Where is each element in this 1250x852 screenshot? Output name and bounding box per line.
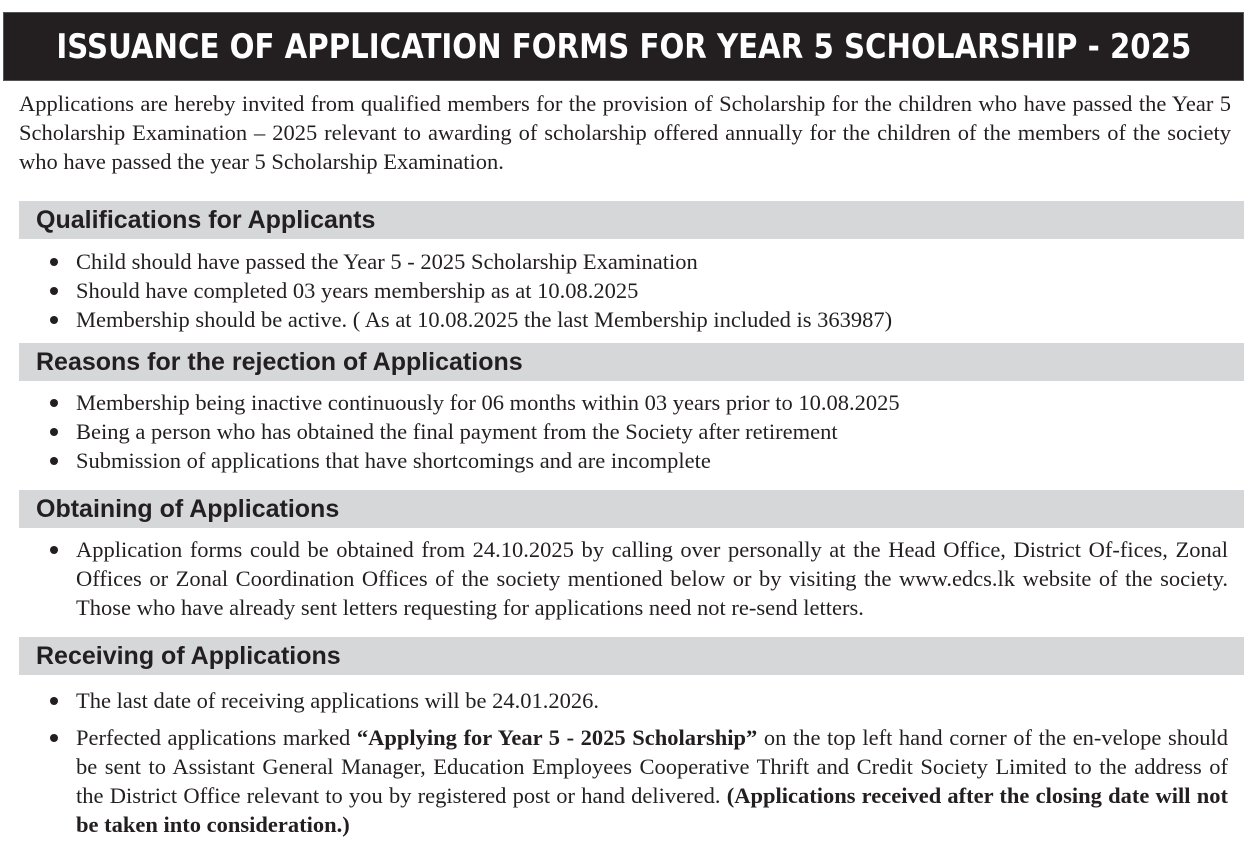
section-heading-obtaining <box>19 490 1244 528</box>
bullet-icon <box>50 316 58 324</box>
list-item: Perfected applications marked “Applying for Year 5 - 2025 Scholarship” on the top left hand corner of the en-velope should be sent to Assistant General Manager, Education Employees Cooperative Thrift and Credit Society Limited to the address of the District Office relevant to you by registered post or hand delivered. (Applications received after the closing date will not be taken into consideration.) <box>48 723 1228 839</box>
intro-paragraph: Applications are hereby invited from qualified members for the provision of Scholarship for the children who have passed the Year 5 Scholarship Examination – 2025 relevant to awarding of scholarship offered annually for the children of the members of the society who have passed the year 5 Scholarship Examination. <box>19 91 1231 174</box>
title-banner <box>3 12 1244 81</box>
section-heading-receiving <box>19 637 1244 675</box>
bullet-icon <box>50 457 58 465</box>
receiving-list <box>48 686 1228 839</box>
bullet-icon <box>50 399 58 407</box>
list-item: Being a person who has obtained the final payment from the Society after retirement <box>48 417 1228 446</box>
closing-date-warning: (Applications received after the closing date will not be taken into consideration.) <box>76 783 1228 837</box>
qualifications-list <box>48 247 1228 334</box>
section-heading-qualifications <box>19 201 1244 239</box>
rejection-list <box>48 388 1228 475</box>
bullet-icon <box>50 258 58 266</box>
section-heading-rejection <box>19 343 1244 381</box>
bullet-icon <box>50 734 58 742</box>
list-item: Application forms could be obtained from 24.10.2025 by calling over personally at the Head Office, District Of-fices, Zonal Offices or Zonal Coordination Offices of the society mentioned below or by visiting the www.edcs.lk website of the society. Those who have already sent letters requesting for applications need not re-send letters. <box>48 535 1228 622</box>
bullet-icon <box>50 428 58 436</box>
list-item: Submission of applications that have shortcomings and are incomplete <box>48 446 1228 475</box>
list-item: Child should have passed the Year 5 - 2025 Scholarship Examination <box>48 247 1228 276</box>
list-item: Membership should be active. ( As at 10.08.2025 the last Membership included is 363987) <box>48 305 1228 334</box>
section-heading-text: Reasons for the rejection of Applications <box>36 347 523 376</box>
section-heading-text: Receiving of Applications <box>36 641 341 670</box>
bullet-icon <box>50 546 58 554</box>
page-title: ISSUANCE OF APPLICATION FORMS FOR YEAR 5 SCHOLARSHIP - 2025 <box>56 26 1191 67</box>
bullet-icon <box>50 287 58 295</box>
section-heading-text: Obtaining of Applications <box>36 494 340 523</box>
list-item: The last date of receiving applications will be 24.01.2026. <box>48 686 1228 715</box>
list-item: Membership being inactive continuously for 06 months within 03 years prior to 10.08.2025 <box>48 388 1228 417</box>
list-item: Should have completed 03 years membership as at 10.08.2025 <box>48 276 1228 305</box>
bullet-icon <box>50 697 58 705</box>
section-heading-text: Qualifications for Applicants <box>36 205 376 234</box>
obtaining-list <box>48 535 1228 622</box>
envelope-marking: “Applying for Year 5 - 2025 Scholarship” <box>356 725 758 750</box>
